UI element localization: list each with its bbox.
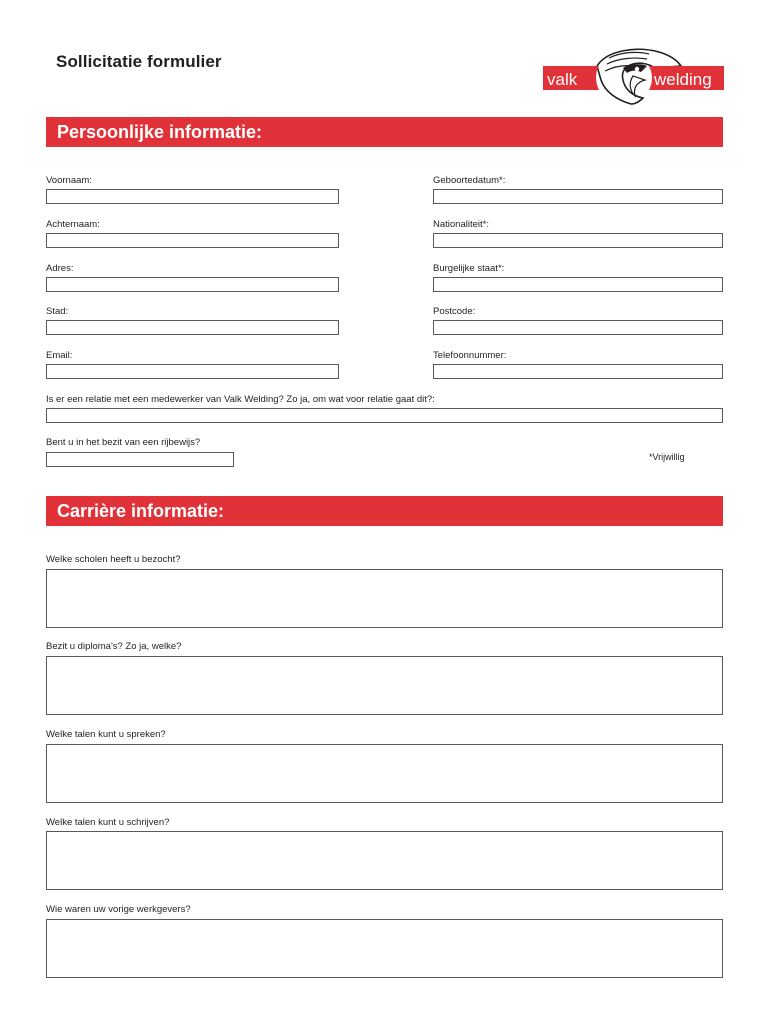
- drivers-license-label: Bent u in het bezit van een rijbewijs?: [46, 437, 201, 448]
- postcode-input[interactable]: [433, 320, 723, 335]
- relation-label: Is er een relatie met een medewerker van Valk Welding? Zo ja, om wat voor relatie gaat dit?:: [46, 394, 435, 405]
- first-name-input[interactable]: [46, 189, 339, 204]
- previous-employers-textarea[interactable]: [46, 919, 723, 978]
- drivers-license-input[interactable]: [46, 452, 234, 467]
- nationality-input[interactable]: [433, 233, 723, 248]
- postcode-label: Postcode:: [433, 306, 476, 317]
- diplomas-label: Bezit u diploma's? Zo ja, welke?: [46, 641, 182, 652]
- first-name-label: Voornaam:: [46, 175, 92, 186]
- birth-date-label: Geboortedatum*:: [433, 175, 506, 186]
- email-label: Email:: [46, 350, 73, 361]
- city-label: Stad:: [46, 306, 69, 317]
- email-input[interactable]: [46, 364, 339, 379]
- diplomas-textarea[interactable]: [46, 656, 723, 715]
- address-input[interactable]: [46, 277, 339, 292]
- spoken-languages-label: Welke talen kunt u spreken?: [46, 729, 166, 740]
- logo-right-text: welding: [654, 70, 712, 89]
- birth-date-input[interactable]: [433, 189, 723, 204]
- nationality-label: Nationaliteit*:: [433, 219, 489, 230]
- optional-note: *Vrijwillig: [649, 452, 685, 462]
- last-name-input[interactable]: [46, 233, 339, 248]
- valk-welding-logo: [537, 46, 727, 108]
- written-languages-textarea[interactable]: [46, 831, 723, 890]
- address-label: Adres:: [46, 263, 74, 274]
- marital-status-input[interactable]: [433, 277, 723, 292]
- schools-label: Welke scholen heeft u bezocht?: [46, 554, 181, 565]
- written-languages-label: Welke talen kunt u schrijven?: [46, 817, 170, 828]
- section-career-heading: Carrière informatie:: [46, 496, 723, 526]
- phone-input[interactable]: [433, 364, 723, 379]
- logo-left-text: valk: [547, 70, 578, 89]
- previous-employers-label: Wie waren uw vorige werkgevers?: [46, 904, 191, 915]
- relation-input[interactable]: [46, 408, 723, 423]
- phone-label: Telefoonnummer:: [433, 350, 507, 361]
- city-input[interactable]: [46, 320, 339, 335]
- section-personal-heading: Persoonlijke informatie:: [46, 117, 723, 147]
- last-name-label: Achternaam:: [46, 219, 100, 230]
- form-title: Sollicitatie formulier: [56, 52, 222, 71]
- schools-textarea[interactable]: [46, 569, 723, 628]
- marital-status-label: Burgelijke staat*:: [433, 263, 505, 274]
- spoken-languages-textarea[interactable]: [46, 744, 723, 803]
